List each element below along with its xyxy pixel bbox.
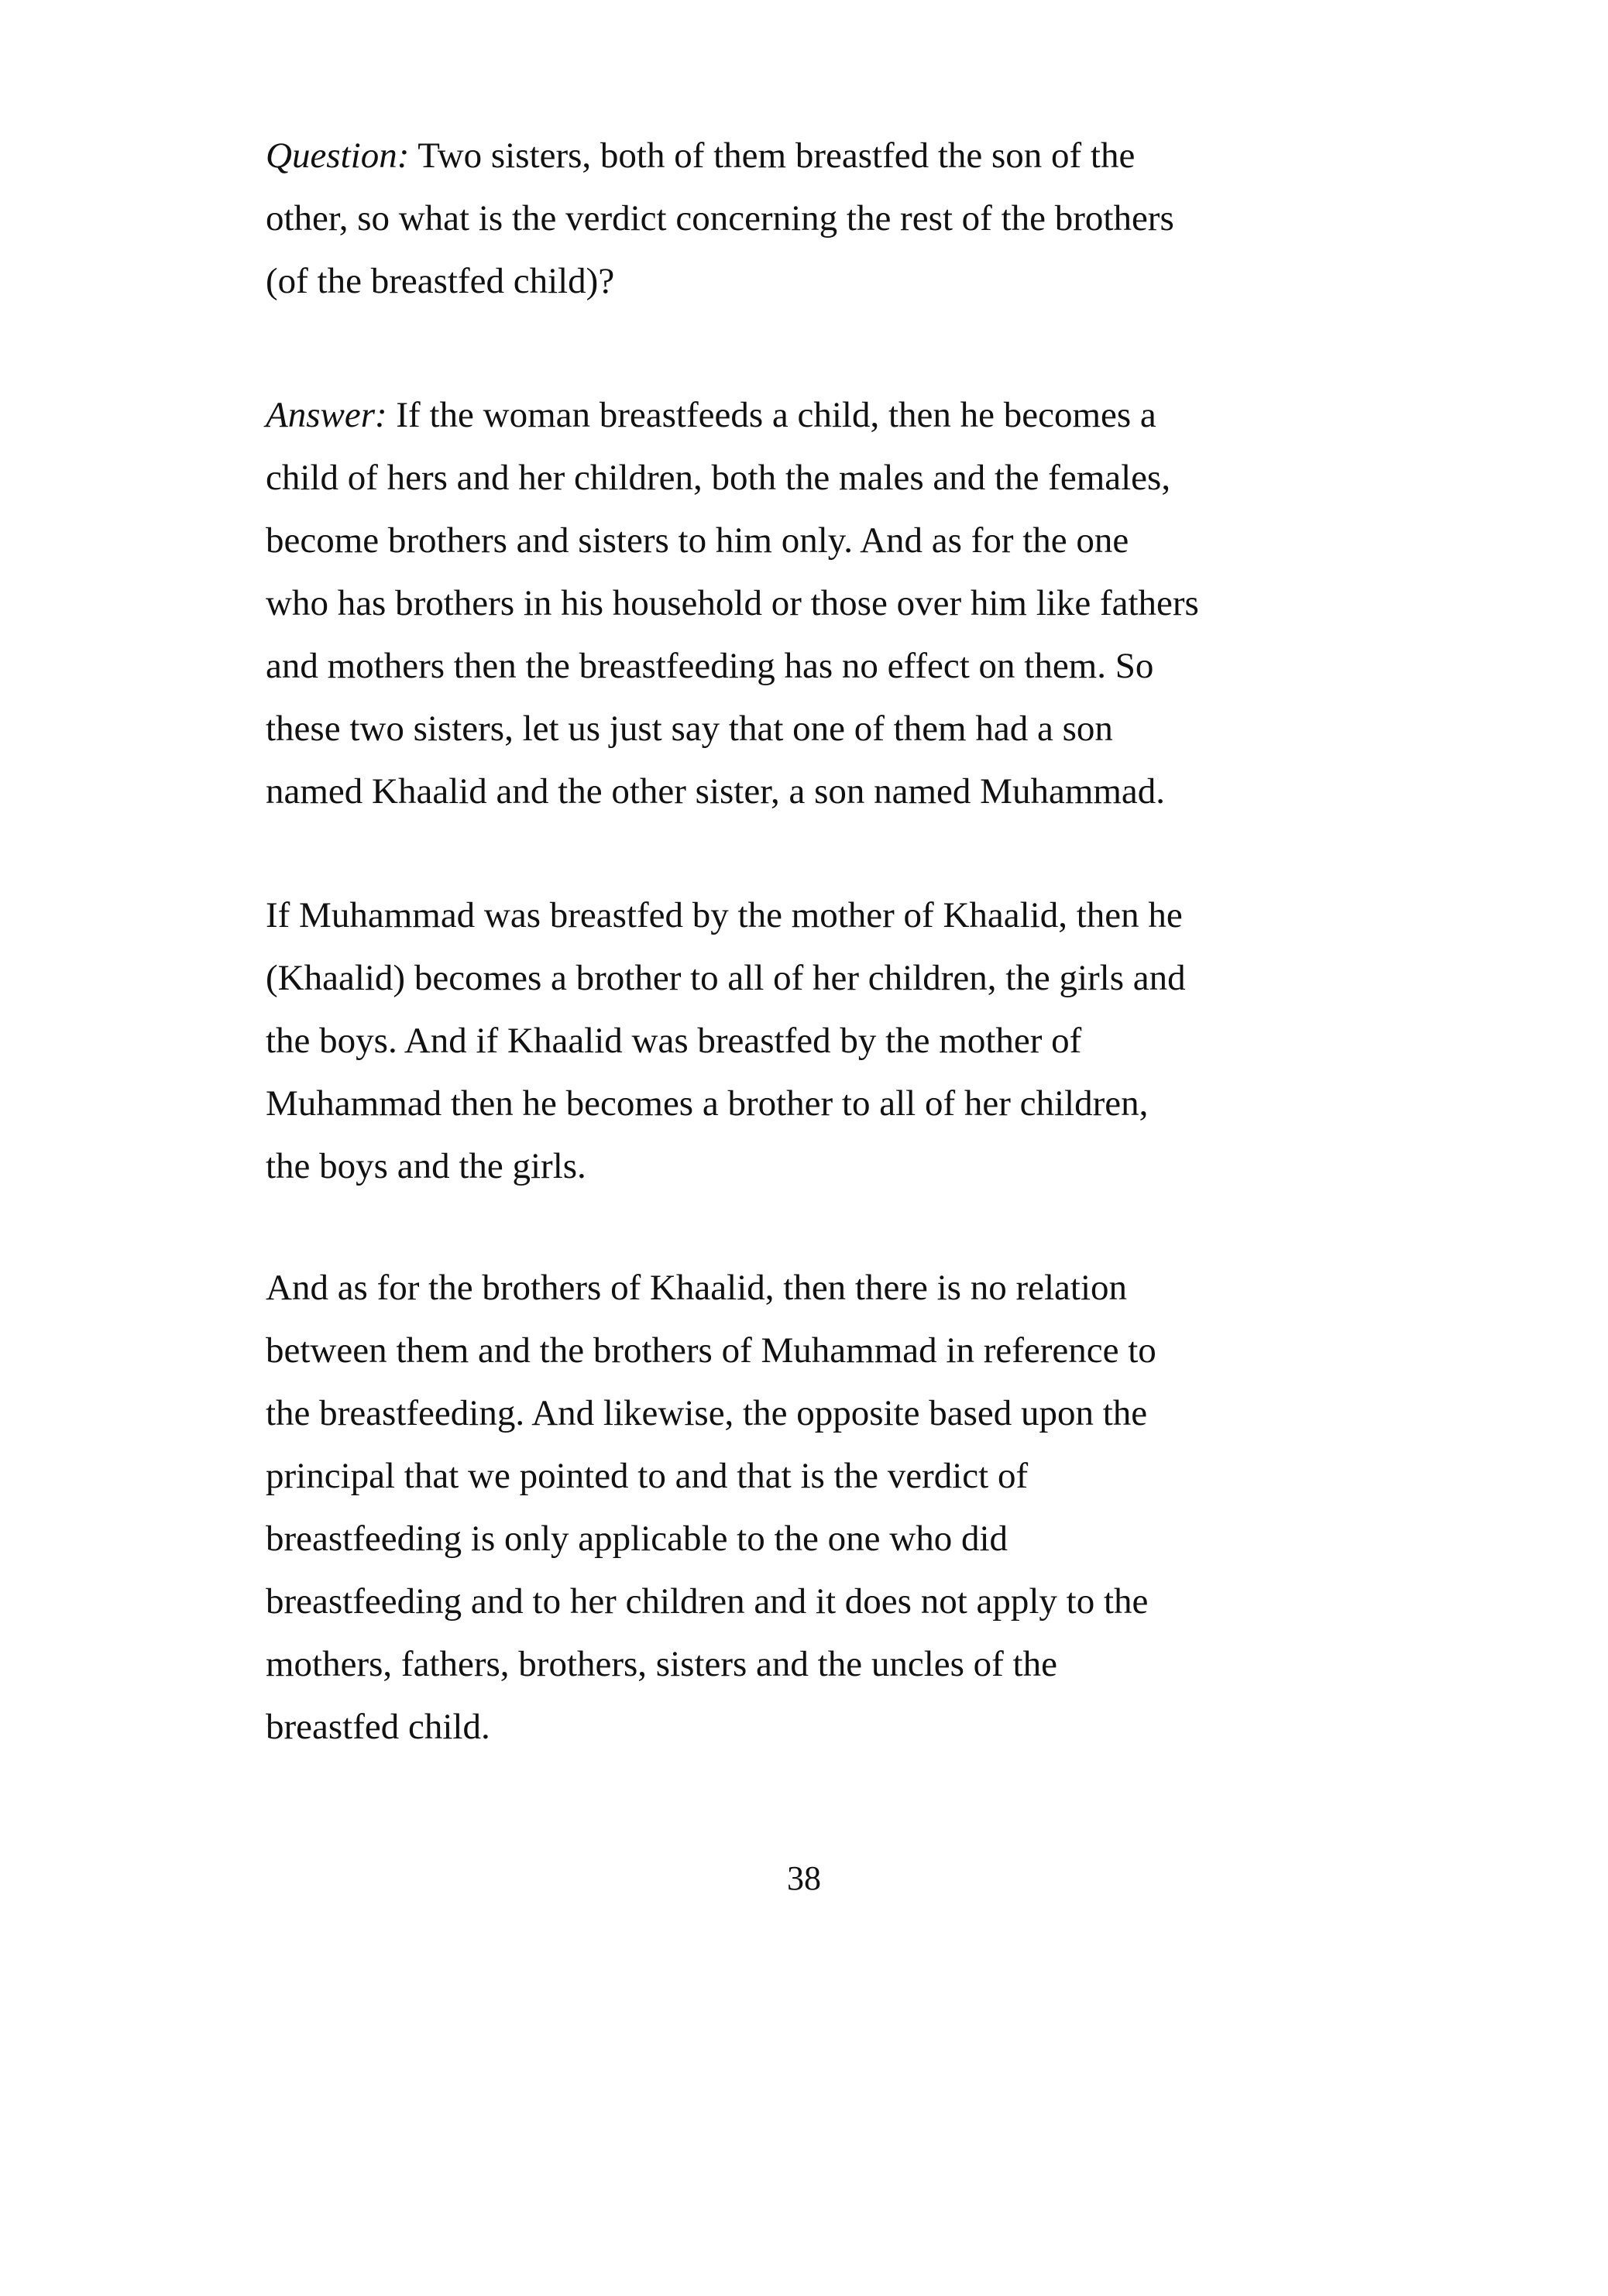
paragraph2-line-2: (Khaalid) becomes a brother to all of her children, the girls and [266,958,1186,998]
paragraph3-line-7: mothers, fathers, brothers, sisters and the uncles of the [266,1644,1057,1684]
body-paragraph-2 [266,884,1381,1198]
paragraph3-line-8: breastfed child. [266,1707,490,1747]
paragraph2-line-3: the boys. And if Khaalid was breastfed by the mother of [266,1021,1082,1061]
answer-label: Answer: [266,395,387,435]
paragraph3-line-6: breastfeeding and to her children and it does not apply to the [266,1581,1149,1622]
paragraph3-line-3: the breastfeeding. And likewise, the opposite based upon the [266,1393,1148,1433]
answer-line-1 [266,384,1381,447]
question-label: Question: [266,136,410,176]
answer-line-5: and mothers then the breastfeeding has no effect on them. So [266,646,1154,686]
answer-line-6: these two sisters, let us just say that one of them had a son [266,709,1113,749]
paragraph2-line-1: If Muhammad was breastfed by the mother of Khaalid, then he [266,895,1183,935]
answer-paragraph [266,384,1381,823]
paragraph3-line-2: between them and the brothers of Muhammad in reference to [266,1330,1156,1371]
paragraph3-line-5: breastfeeding is only applicable to the one who did [266,1519,1008,1559]
paragraph3-line-1: And as for the brothers of Khaalid, then there is no relation [266,1268,1128,1308]
paragraph2-line-4: Muhammad then he becomes a brother to all of her children, [266,1083,1149,1124]
page-number: 38 [787,1859,821,1897]
question-line-1-text: Two sisters, both of them breastfed the son of the [409,136,1136,176]
answer-line-4: who has brothers in his household or those over him like fathers [266,583,1199,623]
question-line-2: other, so what is the verdict concerning the rest of the brothers [266,198,1174,239]
paragraph3-line-4: principal that we pointed to and that is the verdict of [266,1456,1029,1496]
answer-line-3: become brothers and sisters to him only. And as for the one [266,520,1129,561]
body-paragraph-3 [266,1257,1381,1759]
paragraph2-line-5: the boys and the girls. [266,1146,586,1186]
question-line-3: (of the breastfed child)? [266,261,615,301]
answer-line-1-text: If the woman breastfeeds a child, then he becomes a [387,395,1156,435]
answer-line-2: child of hers and her children, both the males and the females, [266,458,1171,498]
answer-line-7: named Khaalid and the other sister, a son named Muhammad. [266,771,1166,812]
question-line-1 [266,125,1381,187]
question-paragraph [266,125,1381,313]
